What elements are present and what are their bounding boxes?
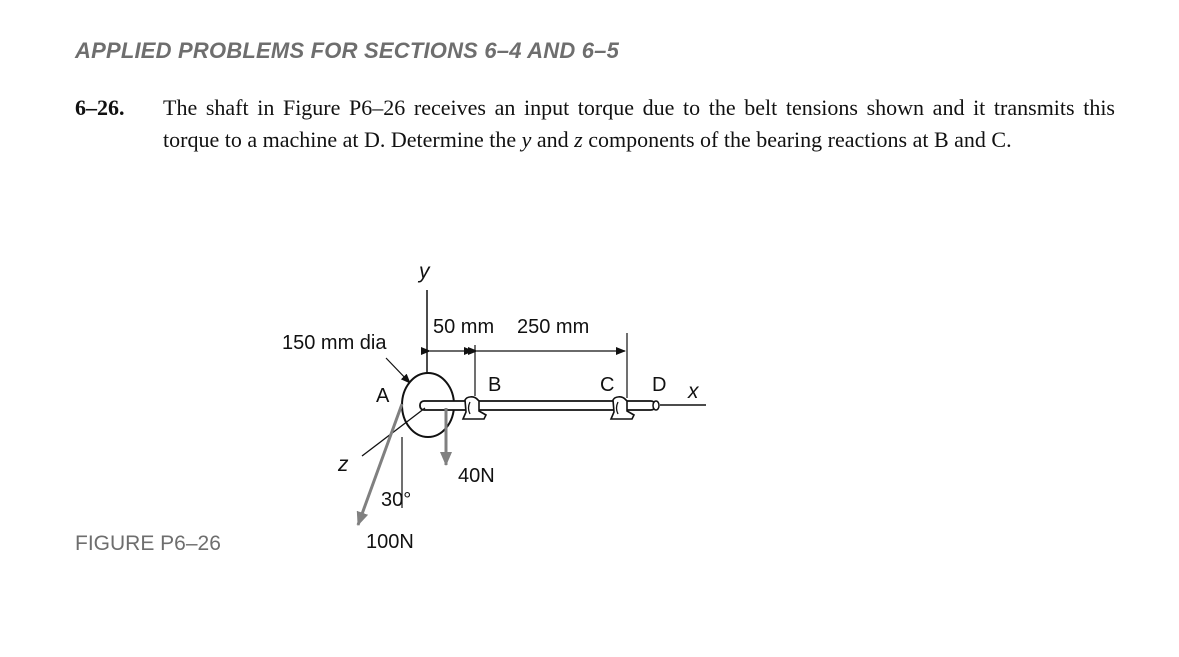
dim-50mm-label: 50 mm	[433, 316, 495, 338]
pulley-dia-leader	[386, 358, 410, 383]
problem-number: 6–26.	[75, 95, 125, 120]
force-100n-label: 100N	[366, 531, 414, 553]
problem-text-part1: The shaft in Figure P6–26 receives an input torque due to the belt tensions shown and it transmits this torque to a machine at D. Determine the	[163, 95, 1115, 152]
problem-text-part3: components of the bearing reactions at B and C.	[582, 127, 1012, 152]
shaft-end-d	[653, 401, 659, 410]
x-axis-label: x	[688, 380, 699, 403]
pulley-dia-label: 150 mm dia	[282, 332, 387, 354]
dim-250mm-label: 250 mm	[517, 316, 590, 338]
problem-text-part2: and	[531, 127, 575, 152]
angle-label: 30°	[381, 489, 412, 511]
point-c-label: C	[600, 374, 615, 396]
z-axis-label: z	[338, 453, 349, 476]
point-d-label: D	[652, 374, 667, 396]
force-40n-label: 40N	[458, 465, 495, 487]
section-heading: APPLIED PROBLEMS FOR SECTIONS 6–4 AND 6–5	[75, 38, 620, 63]
variable-z: z	[574, 127, 583, 152]
figure-label: FIGURE P6–26	[75, 532, 221, 555]
variable-y: y	[521, 127, 532, 152]
point-a-label: A	[376, 385, 390, 407]
point-b-label: B	[488, 374, 502, 396]
y-axis-label: y	[419, 260, 430, 283]
